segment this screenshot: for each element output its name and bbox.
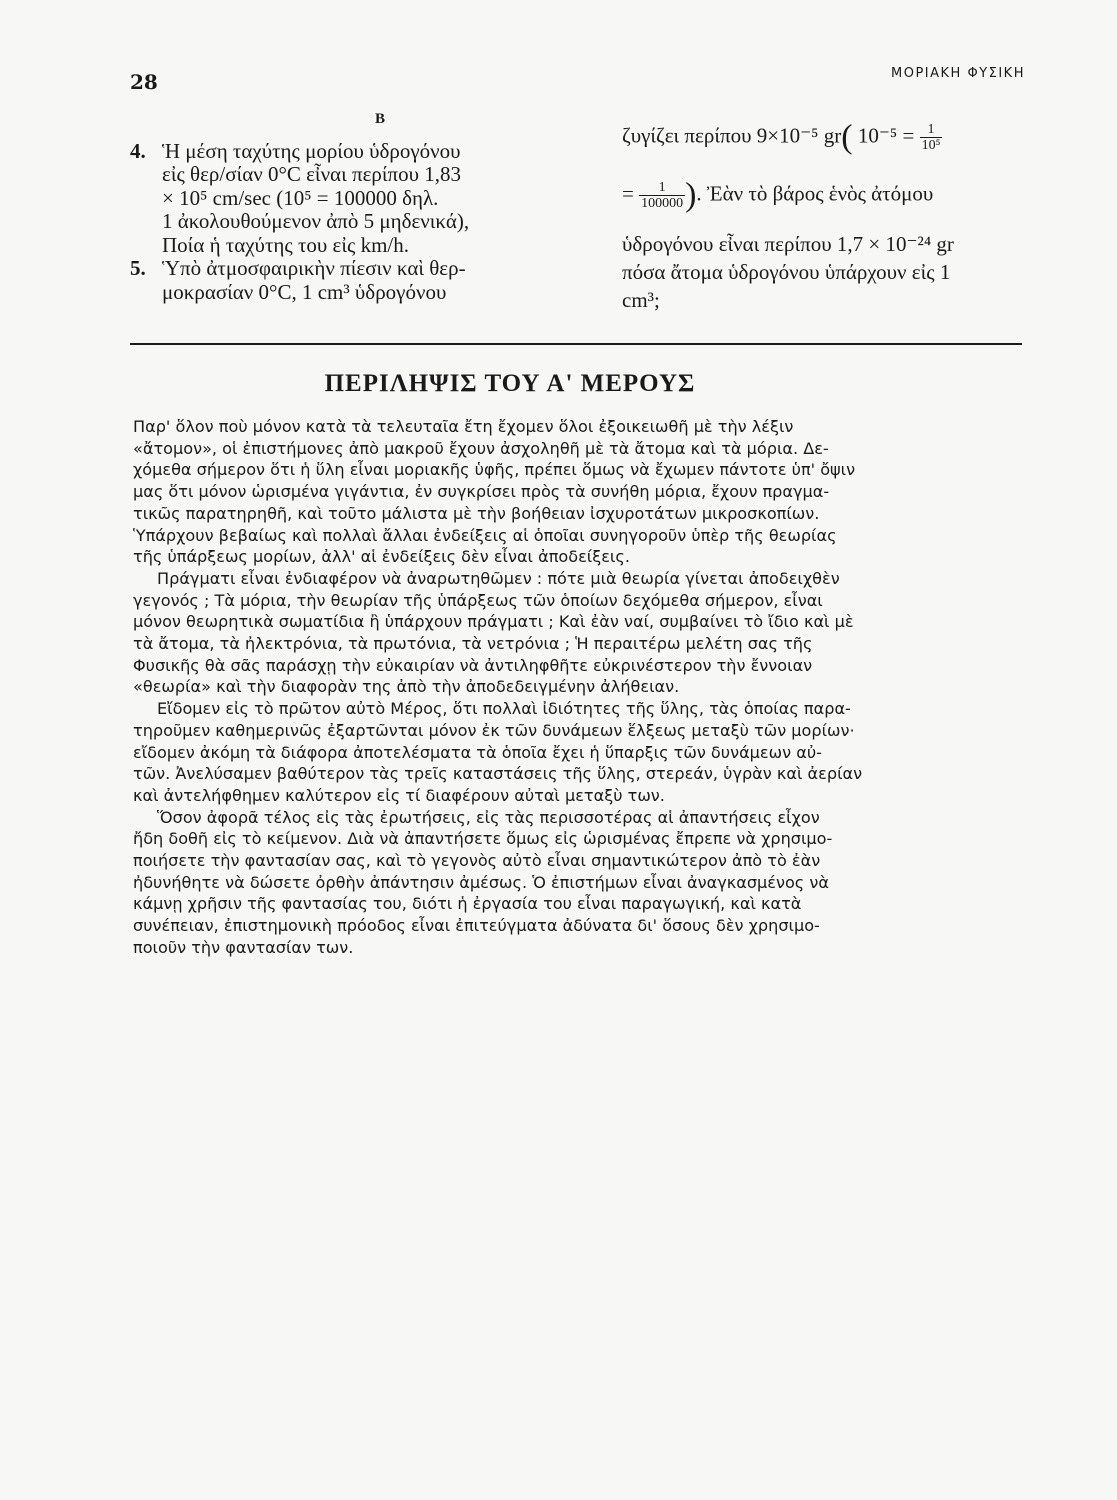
problem-line: cm³;	[622, 288, 660, 312]
problem-line: Ἐὰν τὸ βάρος ἑνὸς ἀτόμου	[706, 181, 934, 206]
problem-number: 4.	[130, 138, 146, 163]
problem-line: Ποία ἡ ταχύτης του εἰς km/h.	[162, 232, 409, 257]
fraction-one-over-100000	[639, 180, 685, 211]
summary-line: Ὑπάρχουν βεβαίως καὶ πολλαὶ ἄλλαι ἐνδείξεις αἱ ὁποῖαι συνηγοροῦν ὑπὲρ τῆς θεωρίας	[133, 525, 837, 545]
summary-line: εἴδομεν ἀκόμη τὰ διάφορα ἀποτελέσματα τὰ ὁποῖα ἔχει ἡ ὕπαρξις τῶν δυνάμεων αὐ-	[133, 742, 822, 762]
summary-line: τῆς ὑπάρξεως μορίων, ἀλλ' αἱ ἐνδείξεις δὲν εἶναι ἀποδείξεις.	[133, 547, 630, 567]
summary-line: καὶ ἀντελήφθημεν καλύτερον εἰς τί διαφέρουν αὐταὶ μεταξὺ των.	[133, 785, 665, 805]
running-header: ΜΟΡΙΑΚΗ ΦΥΣΙΚΗ	[891, 66, 1025, 81]
summary-line: τῶν. Ἀνελύσαμεν βαθύτερον τὰς τρεῖς καταστάσεις τῆς ὕλης, στερεάν, ὑγρὰν καὶ ἀερίαν	[133, 764, 863, 784]
problem-5	[130, 257, 580, 304]
problem-line: × 10⁵ cm/sec (10⁵ = 100000 δηλ.	[162, 185, 439, 210]
summary-line: ποιοῦν τὴν φαντασίαν των.	[133, 937, 354, 957]
problem-number: 5.	[130, 256, 146, 280]
problem-5-cont-line-1	[622, 118, 942, 156]
fraction-numerator: 1	[920, 122, 943, 138]
summary-line: τηροῦμεν καθημερινῶς ἐξαρτῶνται μόνον ἐκ τῶν δυνάμεων ἕλξεως μεταξὺ τῶν μορίων·	[133, 720, 855, 740]
section-letter: Β	[374, 111, 385, 127]
summary-line: Ὅσον ἀφορᾶ τέλος εἰς τὰς ἐρωτήσεις, εἰς τὰς περισσοτέρας αἱ ἀπαντήσεις εἶχον	[157, 807, 820, 827]
paren-open: (	[841, 118, 853, 156]
summary-line: Πράγματι εἶναι ἐνδιαφέρον νὰ ἀναρωτηθῶμεν : πότε μιὰ θεωρία γίνεται ἀποδειχθὲν	[157, 568, 840, 588]
fraction-denominator: 100000	[641, 196, 684, 211]
fraction-numerator: 1	[639, 180, 685, 196]
summary-line: μας ὅτι μόνον ὡρισμένα γιγάντια, ἐν συγκρίσει πρὸς τὰ συνήθη μόρια, ἔχουν πραγμα-	[133, 482, 830, 502]
fraction-denominator: 10⁵	[921, 138, 941, 153]
summary-line: μόνον θεωρητικὰ σωματίδια ἢ ὑπάρχουν πράγματι ; Καὶ ἐὰν ναί, συμβαίνει τὸ ἴδιο καὶ μὲ	[133, 612, 854, 632]
section-divider	[130, 343, 1022, 345]
problem-line: Ὑπὸ ἀτμοσφαιρικὴν πίεσιν καὶ θερ-	[162, 256, 466, 280]
problem-line: μοκρασίαν 0°C, 1 cm³ ὑδρογόνου	[162, 279, 447, 304]
fraction-one-over-ten-five	[920, 122, 943, 153]
problem-line: πόσα ἄτομα ὑδρογόνου ὑπάρχουν εἰς 1	[622, 260, 951, 284]
summary-line: Εἴδομεν εἰς τὸ πρῶτον αὐτὸ Μέρος, ὅτι πολλαὶ ἰδιότητες τῆς ὕλης, τὰς ὁποίας παρα-	[157, 699, 851, 719]
problems-left-column	[130, 108, 580, 304]
paren-close: )	[685, 176, 697, 214]
problem-line: 1 ἀκολουθούμενον ἀπὸ 5 μηδενικά),	[162, 209, 470, 233]
summary-line: γεγονός ; Τὰ μόρια, τὴν θεωρίαν τῆς ὑπάρξεως τῶν ὁποίων δεχόμεθα σήμερον, εἶναι	[133, 590, 823, 610]
summary-line: «ἄτομον», οἱ ἐπιστήμονες ἀπὸ μακροῦ ἔχουν ἀσχοληθῆ μὲ τὰ ἄτομα καὶ τὰ μόρια. Δε-	[133, 438, 829, 458]
page-number: 28	[130, 70, 158, 94]
summary-line: χόμεθα σήμερον ὅτι ἡ ὕλη εἶναι μοριακῆς ὑφῆς, πρέπει ὅμως νὰ ἔχωμεν πάντοτε ὑπ' ὄψιν	[133, 460, 856, 480]
expression: 10⁻⁵ =	[857, 123, 915, 148]
summary-line: Φυσικῆς θὰ σᾶς παράσχῃ τὴν εὐκαιρίαν νὰ ἀντιληφθῆτε εὐκρινέστερον τὴν ἔννοιαν	[133, 655, 813, 675]
problem-line: ὑδρογόνου εἶναι περίπου 1,7 × 10⁻²⁴ gr	[622, 232, 954, 256]
summary-line: κάμνῃ χρῆσιν τῆς φαντασίας του, διότι ἡ ἐργασία του εἶναι παραγωγική, καὶ κατὰ	[133, 894, 802, 914]
summary-line: ποιήσετε τὴν φαντασίαν σας, καὶ τὸ γεγονὸς αὐτὸ εἶναι σημαντικώτερον ἀπὸ τὸ ἐὰν	[133, 851, 821, 871]
summary-line: ἤδη δοθῆ εἰς τὸ κείμενον. Διὰ νὰ ἀπαντήσετε ὅμως εἰς ὡρισμένας ἔπρεπε νὰ χρησιμο-	[133, 829, 833, 849]
summary-title: ΠΕΡΙΛΗΨΙΣ ΤΟΥ Α' ΜΕΡΟΥΣ	[324, 370, 696, 397]
summary-line: συνέπειαν, ἐπιστημονικὴ πρόοδος εἶναι ἐπιτεύγματα ἀδύνατα δι' ὅσους δὲν χρησιμο-	[133, 916, 820, 936]
problem-line: Ἡ μέση ταχύτης μορίου ὑδρογόνου	[162, 138, 461, 163]
problem-line: εἰς θερ/σίαν 0°C εἶναι περίπου 1,83	[162, 162, 462, 186]
summary-line: ἠδυνήθητε νὰ δώσετε ὀρθὴν ἀπάντησιν ἀμέσως. Ὁ ἐπιστήμων εἶναι ἀναγκασμένος νὰ	[133, 872, 829, 892]
summary-line: τικῶς παρατηρηθῆ, καὶ τοῦτο μάλιστα μὲ τὴν βοήθειαν ἰσχυροτάτων μικροσκοπίων.	[133, 503, 820, 523]
equals-sign: =	[622, 181, 634, 206]
problem-line: ζυγίζει περίπου 9×10⁻⁵ gr	[622, 123, 842, 148]
summary-line: τὰ ἄτομα, τὰ ἠλεκτρόνια, τὰ πρωτόνια, τὰ νετρόνια ; Ἡ περαιτέρω μελέτη σας τῆς	[133, 634, 813, 654]
summary-line: «θεωρία» καὶ τὴν διαφορὰν της ἀπὸ τὴν ἀποδεδειγμένην ἀλήθειαν.	[133, 677, 680, 697]
problem-5-cont-line-2: = $\frac{1}{100000}$ ). Ἐὰν τὸ βάρος ἑνὸς ἀτόμου	[622, 176, 934, 214]
summary-line: Παρ' ὅλον ποὺ μόνον κατὰ τὰ τελευταῖα ἔτη ἔχομεν ὅλοι ἐξοικειωθῆ μὲ τὴν λέξιν	[133, 417, 794, 436]
problem-4	[130, 140, 580, 258]
summary-body	[133, 416, 1033, 959]
